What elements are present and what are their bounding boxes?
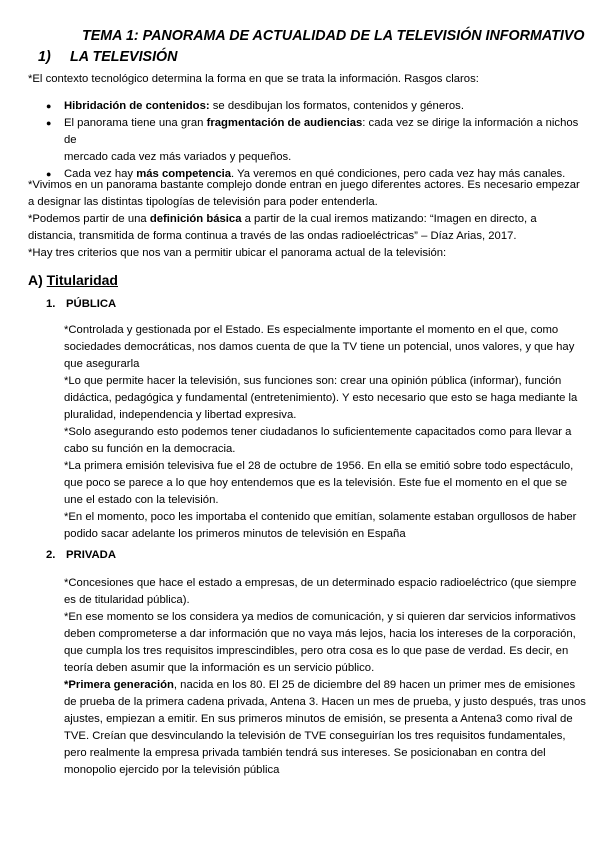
publica-heading: 1. PÚBLICA [46,298,117,310]
section-a-heading [28,272,118,288]
bullet-icon: ● [46,118,52,128]
list-item: ● Hibridación de contenidos: se desdibujan los formatos, contenidos y géneros. [46,98,586,115]
document-title: TEMA 1: PANORAMA DE ACTUALIDAD DE LA TELEVISIÓN INFORMATIVO [82,28,585,44]
section-1-title: LA TELEVISIÓN [70,49,178,65]
section-a-prefix: A) [28,272,43,288]
bullet-icon: ● [46,101,52,111]
publica-body: *Controlada y gestionada por el Estado. Es especialmente importante el momento en el que, como sociedades democráticas, nos damos cuenta de que la TV tiene un potencial, unos valores, y que hay que asegurarla *Lo que permite hacer la televisión, sus funciones son: crear una opinión pública (informar), función didáctica, pedagógica y fundamental (entretenimiento). Y esto necesario que esto se haga mediante la pluralidad, independencia y libertad expresiva. *Solo asegurando esto podemos tener ciudadanos lo suficientemente capacitados como para llevar a cabo su función en la democracia. *La primera emisión televisiva fue el 28 de octubre de 1956. En ella se emitió sobre todo espectáculo, que poco se parece a lo que hoy entendemos que es la televisión. Este fue el momento en el que se une el estado con la televisión. *En el momento, poco les importaba el contenido que emitían, solamente estaban orgullosos de haber podido sacar adelante los primeros minutos de televisión en España [64,324,578,540]
privada-body: *Concesiones que hace el estado a empresas, de un determinado espacio radioeléctrico (que siempre es de titularidad pública). *En ese momento se los considera ya medios de comunicación, y si quieren dar servicios informativos deben comprometerse a dar información que no vaya más lejos, hacia los intereses de la corporación, que cumpla los tres requisitos imprescindibles, pero otra cosa es lo que pase de verdad. Es decir, en teoría deben asumir que la información es un servicio público. *Primera generación, nacida en los 80. El 25 de diciembre del 89 hacen un primer mes de emisiones de prueba de la primera cadena privada, Antena 3. Hacen un mes de prueba, y justo después, tras unos ajustes, empiezan a emitir. En sus primeros minutos de emisión, se presenta a Antena3 como rival de TVE. Creían que desvinculando la televisión de TVE conseguirían los tres requisitos fundamentales, pero realmente la empresa privada también tendrá sus intereses. Se posicionaban en contra del monopolio ejercido por la televisión pública [64,577,586,776]
bullet-icon: ● [46,169,52,179]
paragraph-panorama: *Vivimos en un panorama bastante complejo donde entran en juego diferentes actores. Es necesario empezar a designar las distintas tipologías de televisión para poder entenderla. *Podemos partir de una definición básica a partir de la cual iremos matizando: “Imagen en directo, a distancia, transmitida de forma continua a través de las ondas radioeléctricas” – Díaz Arias, 2017. *Hay tres criterios que nos van a permitir ubicar el panorama actual de la televisión: [28,179,580,259]
list-item: ● Cada vez hay más competencia. Ya veremos en qué condiciones, pero cada vez hay más canales. [46,166,586,183]
section-1-heading [38,49,178,65]
rasgos-list [46,98,586,183]
section-1-number: 1) [38,49,51,65]
intro-paragraph: *El contexto tecnológico determina la forma en que se trata la información. Rasgos claros: [28,73,479,85]
list-item: ● El panorama tiene una gran fragmentación de audiencias: cada vez se dirige la información a nichos de mercado cada vez más variados y pequeños. [46,117,579,163]
privada-heading: 2. PRIVADA [46,549,117,561]
section-a-title: Titularidad [46,272,118,288]
